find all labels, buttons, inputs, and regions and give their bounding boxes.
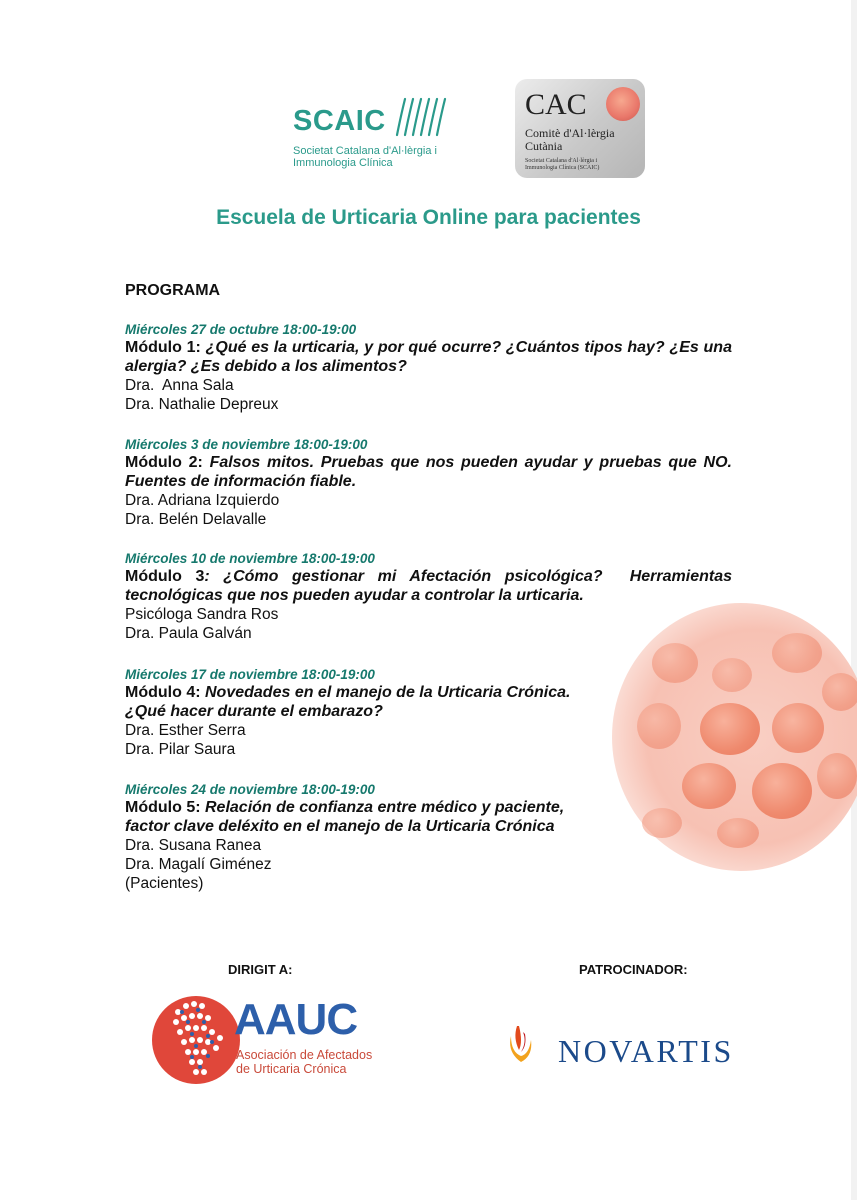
session-1 [125,321,732,414]
hand-icon [150,992,240,1088]
session-title: Módulo 2: Falsos mitos. Pruebas que nos pueden ayudar y pruebas que NO. Fuentes de información fiable. [125,454,733,490]
cac-logo [515,79,645,178]
session-speaker: Dra. Pilar Saura [125,741,236,758]
session-date: Miércoles 27 de octubre 18:00-19:00 [125,322,357,337]
patrocinador-label: PATROCINADOR: [579,962,688,977]
session-date: Miércoles 24 de noviembre 18:00-19:00 [125,782,375,797]
aauc-logo-subtitle: Asociación de Afectados de Urticaria Crónica [236,1048,373,1076]
programa-heading: PROGRAMA [125,282,221,299]
novartis-logo-word: NOVARTIS [558,1033,734,1069]
session-title: Módulo 5: Relación de confianza entre médico y paciente, factor clave deléxito en el manejo de la Urticaria Crónica [125,799,565,835]
session-title: Módulo 4: Novedades en el manejo de la Urticaria Crónica. ¿Qué hacer durante el embarazo? [125,684,571,720]
session-speaker: Dra. Magalí Giménez [125,856,272,873]
aauc-logo-word: AAUC [234,995,358,1044]
session-2 [125,436,732,529]
scaic-lines-icon [391,95,451,139]
session-date: Miércoles 3 de noviembre 18:00-19:00 [125,437,368,452]
scaic-logo-subtitle: Societat Catalana d'Al·lèrgia i Immunologia Clínica [293,145,437,169]
aauc-logo [150,992,373,1092]
cac-dot-icon [606,87,640,121]
session-4 [125,666,585,759]
session-speaker: (Pacientes) [125,875,204,892]
session-speaker: Dra. Paula Galván [125,625,252,642]
session-speaker: Dra. Esther Serra [125,722,246,739]
session-speaker: Dra. Susana Ranea [125,837,262,854]
session-date: Miércoles 10 de noviembre 18:00-19:00 [125,551,375,566]
page-edge [851,0,857,1200]
cac-logo-word: CAC [525,88,587,121]
session-speaker: Psicóloga Sandra Ros [125,606,279,623]
session-date: Miércoles 17 de noviembre 18:00-19:00 [125,667,375,682]
novartis-logo [497,1022,757,1072]
page-title: Escuela de Urticaria Online para pacientes [216,206,641,229]
session-3 [125,550,737,643]
session-title: Módulo 1: ¿Qué es la urticaria, y por qué ocurre? ¿Cuántos tipos hay? ¿Es una alergia? ¿Es debido a los alimentos? [125,339,732,375]
session-speaker: Dra. Adriana Izquierdo [125,492,280,509]
session-speaker: Dra. Belén Delavalle [125,511,267,528]
scaic-logo-word: SCAIC [293,105,386,137]
session-title: Módulo 3: ¿Cómo gestionar mi Afectación psicológica? Herramientas tecnológicas que nos pueden ayudar a controlar la urticaria. [125,568,737,604]
session-speaker: Dra. Anna Sala [125,377,234,394]
session-5 [125,781,595,893]
scaic-logo [293,95,453,175]
session-speaker: Dra. Nathalie Depreux [125,396,279,413]
cac-logo-smallprint: Societat Catalana d'Al·lèrgia i Immunologia Clínica (SCAIC) [525,158,600,171]
dirigit-label: DIRIGIT A: [228,962,293,977]
cac-logo-subtitle: Comitè d'Al·lèrgia Cutània [525,126,615,153]
urticaria-illustration [612,603,857,871]
novartis-flame-icon [497,1022,545,1070]
